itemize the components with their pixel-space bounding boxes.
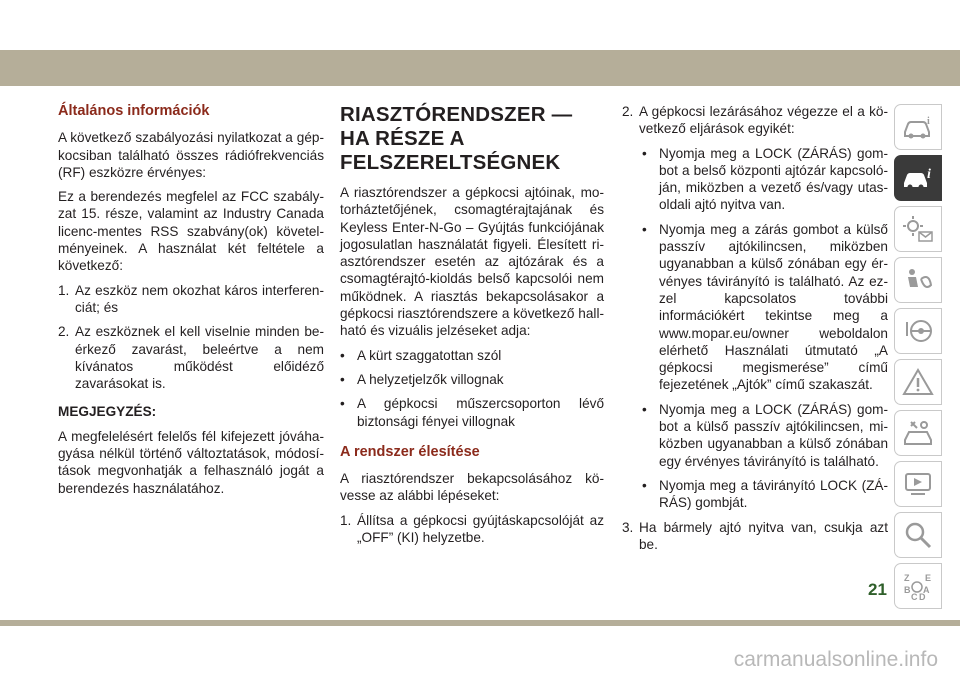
list-item [58, 323, 324, 392]
index-letter: B [904, 585, 911, 595]
list-item [622, 519, 888, 554]
chapter-tabs [894, 104, 942, 614]
footer-color-bar [0, 620, 960, 626]
page-title: RIASZTÓRENDSZER — HA RÉSZE A FELSZERELTSÉGNEK [340, 103, 573, 174]
bullet-marker: • [642, 477, 647, 493]
tab-emergency[interactable] [894, 359, 942, 405]
index-icon [901, 571, 935, 601]
car-info-icon [901, 112, 935, 142]
list-text: A gépkocsi műszercsoporton lévő biztonsági fényei villognak [357, 396, 604, 429]
list-text: A gépkocsi lezárásához végezze el a következő eljárások egyikét: [639, 104, 888, 137]
tab-getting-to-know[interactable] [894, 155, 942, 201]
list-marker: 1. [340, 512, 352, 528]
emergency-icon [901, 367, 935, 397]
list-text: Ha bármely ajtó nyitva van, csukja azt be. [639, 519, 888, 552]
list-text: Állítsa a gépkocsi gyújtáskapcsolóját az „OFF” (KI) helyzetbe. [357, 512, 604, 546]
list-item [622, 103, 888, 138]
list-item [642, 401, 888, 470]
tab-safety[interactable] [894, 257, 942, 303]
safety-icon [901, 265, 935, 295]
svg-text:i: i [927, 116, 930, 127]
list-text: Nyomja meg a távirányító LOCK (ZÁRÁS) gombját. [659, 477, 888, 511]
bullet-marker: • [340, 371, 345, 387]
list-item [642, 145, 888, 214]
list-text: Az eszköz nem okozhat káros interferenciát; és [75, 282, 324, 315]
bullet-marker: • [340, 396, 345, 412]
list-marker: 1. [58, 282, 70, 298]
tab-car-overview[interactable] [894, 104, 942, 150]
list-text: Nyomja meg a zárás gombot a külső passzív ajtókilincsen, miközben ugyanabban a külső zónában egy érvényes távirányító is található. Az ezzel kapcsolatos további információkért tekintse meg a www.mopar.eu/owner weboldalon elérhető Használati útmutató „A gépkocsi megismerése” című fejezetének „Ajtók” című szakaszát. [659, 221, 888, 393]
list-text: A helyzetjelzők villognak [357, 371, 504, 387]
tab-index[interactable] [894, 563, 942, 609]
list-text: A kürt szaggatottan szól [357, 347, 502, 363]
bullet-marker: • [642, 145, 647, 161]
page-number: 21 [868, 580, 887, 599]
tab-multimedia[interactable] [894, 461, 942, 507]
paragraph: A riasztórendszer bekapcsolásához kövesse az alábbi lépéseket: [340, 471, 604, 504]
subsection-heading: A rendszer élesítése [340, 443, 480, 460]
bullet-marker: • [340, 347, 345, 363]
list-marker: 2. [58, 324, 70, 340]
tab-warning-lights[interactable] [894, 206, 942, 252]
index-letter: D [919, 592, 926, 601]
list-item [58, 282, 324, 317]
warning-lights-icon [901, 214, 935, 244]
tab-maintenance[interactable] [894, 410, 942, 456]
index-letter: Z [904, 573, 910, 583]
car-info-active-icon [901, 163, 935, 193]
list-text: Az eszköznek el kell viselnie minden beérkező zavarást, beleértve a nem kívánatos működést előidéző zavarásokat is. [75, 324, 324, 392]
list-item [340, 395, 604, 430]
index-letter: C [911, 592, 918, 601]
list-marker: 3. [622, 519, 634, 535]
column-alarm-system [340, 103, 604, 553]
watermark: carmanualsonline.info [733, 648, 938, 671]
note-text: A megfelelésért felelős fél kifejezett jóváhagyása nélkül történő változtatások, módosítások megvonhatják a felhasználó jogát a berendezés használatához. [58, 428, 324, 496]
list-item [642, 477, 888, 512]
maintenance-icon [901, 418, 935, 448]
tab-search[interactable] [894, 512, 942, 558]
list-item [340, 371, 604, 388]
list-item [340, 512, 604, 547]
starting-driving-icon [901, 316, 935, 346]
svg-text:i: i [927, 167, 931, 182]
list-text: Nyomja meg a LOCK (ZÁRÁS) gombot a külső passzív ajtókilincsen, miközben ugyanabban a külső zónában egy érvényes távirányító is található. [659, 401, 888, 469]
header-color-bar [0, 50, 960, 86]
search-icon [901, 520, 935, 550]
index-letter: A [923, 585, 930, 595]
list-item [642, 221, 888, 394]
paragraph: A következő szabályozási nyilatkozat a gépkocsiban található összes rádiófrekvenciás (RF) eszközre érvényes: [58, 130, 324, 180]
bullet-marker: • [642, 401, 647, 417]
note-title: MEGJEGYZÉS: [58, 404, 157, 420]
paragraph: Ez a berendezés megfelel az FCC szabályzat 15. része, valamint az Industry Canada licenc-mentes RSS szabvány(ok) követelményeinek. A használat két feltétele a következő: [58, 189, 324, 274]
index-letter: E [925, 573, 932, 583]
multimedia-icon [901, 469, 935, 499]
column-arming-steps [622, 103, 888, 560]
tab-starting-driving[interactable] [894, 308, 942, 354]
column-general-info [58, 103, 324, 504]
list-item [340, 347, 604, 364]
list-text: Nyomja meg a LOCK (ZÁRÁS) gombot a belső központi ajtózár kapcsolóján, miközben a vezető és/vagy utasoldali ajtó nyitva van. [659, 145, 888, 213]
section-heading: Általános információk [58, 103, 210, 119]
paragraph: A riasztórendszer a gépkocsi ajtóinak, motorháztetőjének, csomagtérajtajának és Keyless Enter-N-Go – Gyújtás funkciójának jogosulatlan használatát figyeli. Élesített riasztórendszer esetén az ajtózárak és a csomagtérajtó-kioldás belső kapcsolói nem működnek. A riasztás bekapcsolásakor a gépkocsi riasztórendszere a következő hallható és vizuális jelzéseket adja: [340, 185, 604, 339]
bullet-marker: • [642, 221, 647, 237]
top-header-band [0, 0, 960, 90]
list-marker: 2. [622, 104, 634, 119]
